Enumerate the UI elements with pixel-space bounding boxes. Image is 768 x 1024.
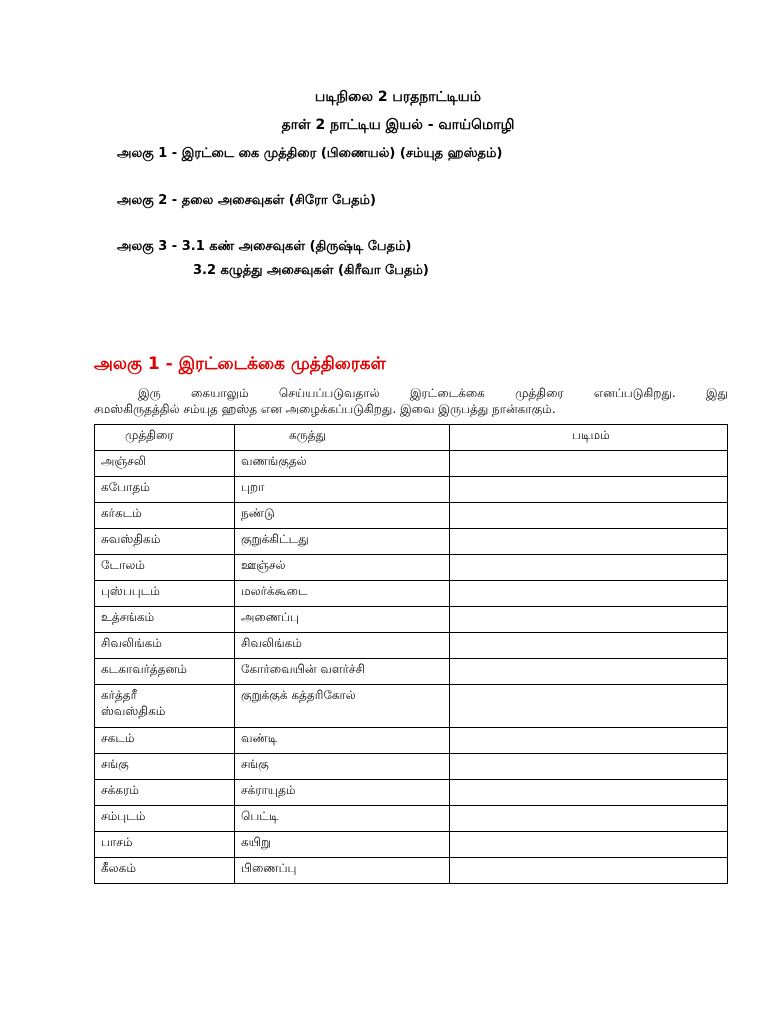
image-cell: [450, 728, 728, 754]
meaning-cell: சிவலிங்கம்: [235, 633, 450, 659]
mudra-name-cell: சங்கு: [95, 754, 235, 780]
mudra-name-cell: கீலகம்: [95, 858, 235, 884]
image-cell: [450, 832, 728, 858]
image-cell: [450, 754, 728, 780]
meaning-cell: பிணைப்பு: [235, 858, 450, 884]
header-meaning: கருத்து: [235, 425, 450, 451]
mudra-name-cell: சம்புடம்: [95, 806, 235, 832]
intro-paragraph: [94, 385, 728, 417]
mudra-name-cell: டோலம்: [95, 555, 235, 581]
meaning-cell: சக்ராயுதம்: [235, 780, 450, 806]
table-row: [95, 529, 728, 555]
header-image: படிமம்: [450, 425, 728, 451]
image-cell: [450, 806, 728, 832]
image-cell: [450, 659, 728, 685]
mudra-table: [94, 424, 728, 884]
meaning-cell: புறா: [235, 477, 450, 503]
meaning-cell: வணங்குதல்: [235, 451, 450, 477]
mudra-name-cell: அஞ்சலி: [95, 451, 235, 477]
meaning-cell: பெட்டி: [235, 806, 450, 832]
meaning-cell: நண்டு: [235, 503, 450, 529]
table-row: [95, 780, 728, 806]
meaning-cell: வண்டி: [235, 728, 450, 754]
image-cell: [450, 477, 728, 503]
image-cell: [450, 633, 728, 659]
section-heading: அலகு 1 - இரட்டைக்கை முத்திரைகள்: [94, 354, 386, 374]
table-row: [95, 685, 728, 728]
image-cell: [450, 607, 728, 633]
mudra-name-cell: உத்சங்கம்: [95, 607, 235, 633]
table-row: [95, 806, 728, 832]
meaning-cell: மலர்க்கூடை: [235, 581, 450, 607]
mudra-name-cell: கபோதம்: [95, 477, 235, 503]
table-row: [95, 503, 728, 529]
image-cell: [450, 685, 728, 728]
image-cell: [450, 529, 728, 555]
intro-line-2: சமஸ்கிருதத்தில் சம்யுத ஹஸ்த என அழைக்கப்படுகிறது. இவை இருபத்து நான்காகும்.: [94, 402, 556, 416]
image-cell: [450, 858, 728, 884]
unit-2-line: அலகு 2 - தலை அசைவுகள் (சிரோ பேதம்): [117, 193, 376, 208]
mudra-name-cell: சக்கரம்: [95, 780, 235, 806]
mudra-name-cell: பாசம்: [95, 832, 235, 858]
table-row: [95, 607, 728, 633]
unit-1-line: அலகு 1 - இரட்டை கை முத்திரை (பிணையல்) (சம்யுத ஹஸ்தம்): [117, 146, 503, 161]
header-mudra: முத்திரை: [95, 425, 235, 451]
mudra-name-cell: சுவஸ்திகம்: [95, 529, 235, 555]
mudra-name-cell: கர்த்தரீ ஸ்வஸ்திகம்: [95, 685, 235, 728]
image-cell: [450, 451, 728, 477]
table-row: [95, 581, 728, 607]
meaning-cell: சங்கு: [235, 754, 450, 780]
mudra-name-cell: சிவலிங்கம்: [95, 633, 235, 659]
meaning-cell: குறுக்குக் கத்தரிகோல்: [235, 685, 450, 728]
table-row: [95, 858, 728, 884]
table-header-row: [95, 425, 728, 451]
image-cell: [450, 555, 728, 581]
meaning-cell: குறுக்கிட்டது: [235, 529, 450, 555]
table-row: [95, 728, 728, 754]
image-cell: [450, 780, 728, 806]
image-cell: [450, 503, 728, 529]
page-title: படிநிலை 2 பரதநாட்டியம்: [314, 89, 482, 105]
unit-3-2-line: 3.2 கழுத்து அசைவுகள் (கிரீவா பேதம்): [193, 263, 429, 278]
table-row: [95, 659, 728, 685]
unit-3-line: அலகு 3 - 3.1 கண் அசைவுகள் (திருஷ்டி பேதம்): [117, 239, 412, 254]
mudra-name-cell: புஸ்பபுடம்: [95, 581, 235, 607]
table-row: [95, 555, 728, 581]
meaning-cell: அணைப்பு: [235, 607, 450, 633]
image-cell: [450, 581, 728, 607]
meaning-cell: கோர்வையின் வளர்ச்சி: [235, 659, 450, 685]
mudra-name-cell: கடகாவர்த்தனம்: [95, 659, 235, 685]
table-row: [95, 451, 728, 477]
meaning-cell: ஊஞ்சல்: [235, 555, 450, 581]
table-row: [95, 832, 728, 858]
intro-line-1: இரு கையாலும் செய்யப்படுவதால் இரட்டைக்கை முத்திரை எனப்படுகிறது. இது: [138, 386, 728, 400]
meaning-cell: கயிறு: [235, 832, 450, 858]
table-row: [95, 477, 728, 503]
mudra-name-cell: கர்கடம்: [95, 503, 235, 529]
mudra-name-cell: சகடம்: [95, 728, 235, 754]
table-row: [95, 633, 728, 659]
table-row: [95, 754, 728, 780]
page-subtitle: தாள் 2 நாட்டிய இயல் - வாய்மொழி: [281, 117, 515, 133]
